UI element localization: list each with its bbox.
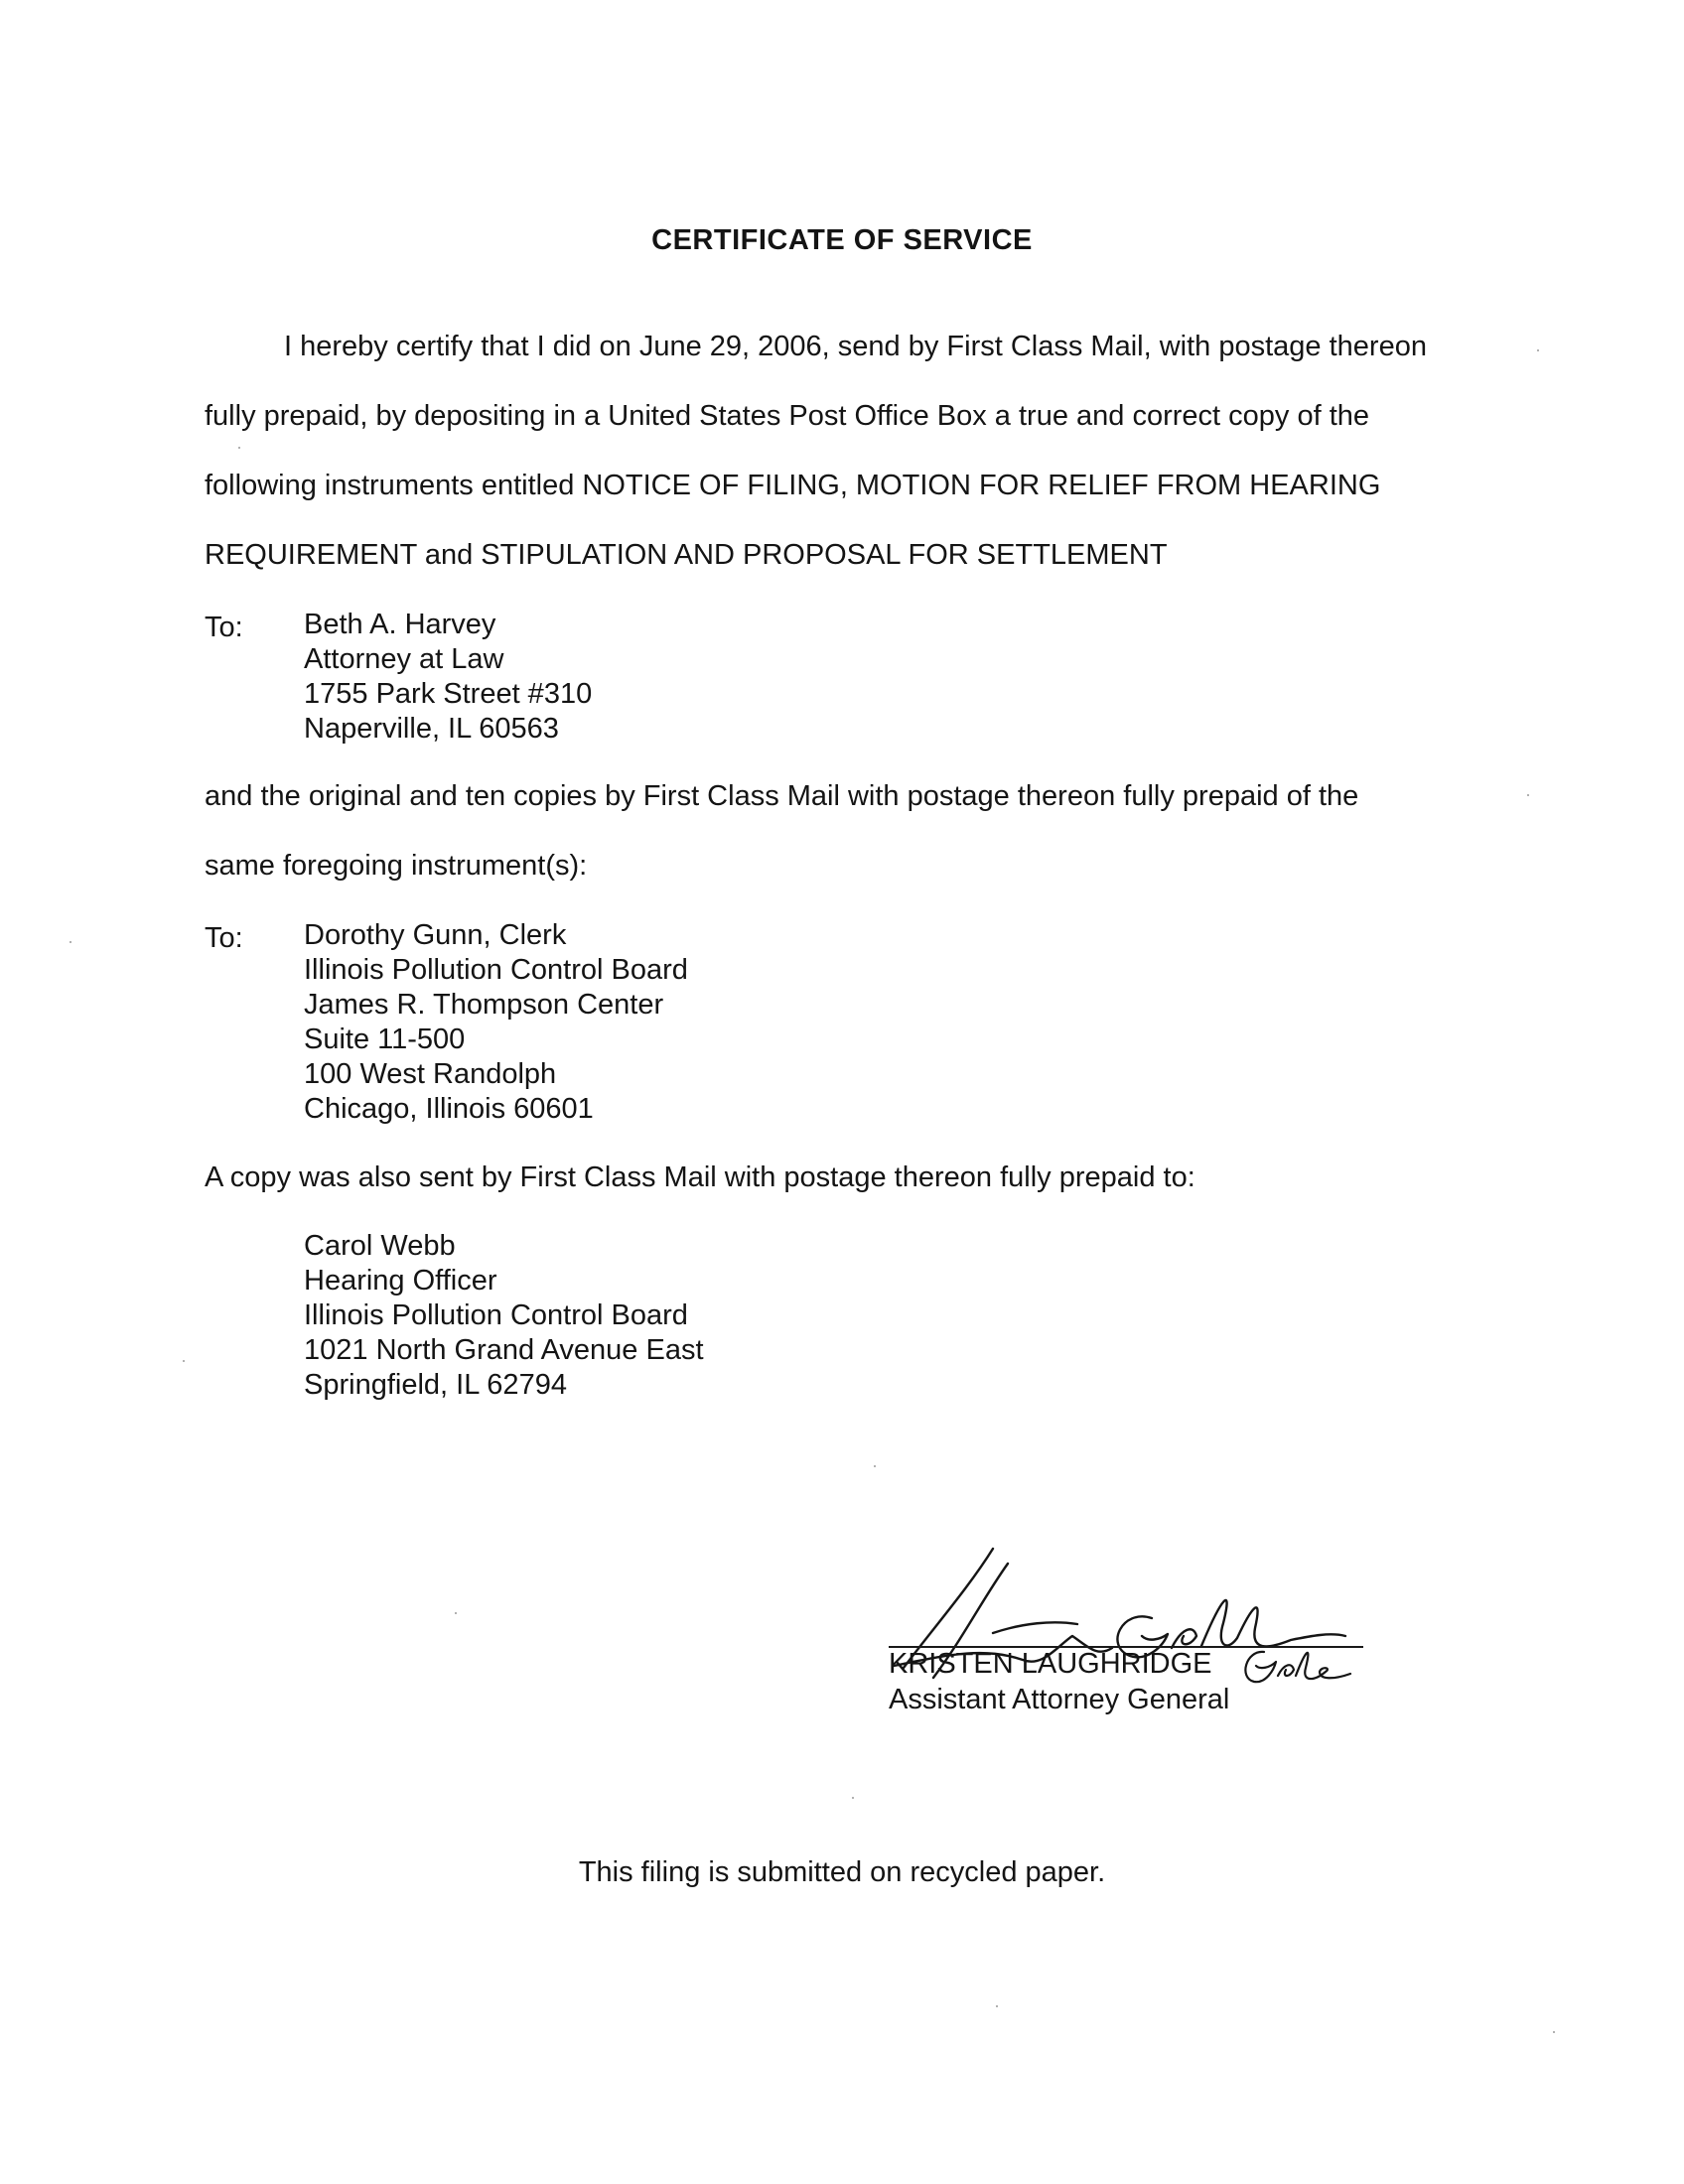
scan-speck xyxy=(852,1797,854,1799)
scan-speck xyxy=(1537,349,1539,351)
recipient3-line: 1021 North Grand Avenue East xyxy=(304,1334,704,1366)
scan-speck xyxy=(1527,794,1529,796)
recipient3-address xyxy=(304,1229,704,1403)
recipient1-address xyxy=(304,608,592,747)
recipient2-to-label: To: xyxy=(205,922,243,954)
signatory-title: Assistant Attorney General xyxy=(889,1684,1230,1715)
scan-speck xyxy=(70,941,71,943)
recipient1-line: Attorney at Law xyxy=(304,643,504,675)
signatory-name: KRISTEN LAUGHRIDGE xyxy=(889,1648,1212,1680)
footer-note: This filing is submitted on recycled paper. xyxy=(578,1856,1106,1888)
scan-speck xyxy=(455,1612,457,1614)
recipient3-line: Springfield, IL 62794 xyxy=(304,1369,567,1401)
recipient1-to-label: To: xyxy=(205,612,243,643)
recipient1-line: 1755 Park Street #310 xyxy=(304,678,593,710)
recipient1-line: Naperville, IL 60563 xyxy=(304,713,559,745)
paragraph1-line1: I hereby certify that I did on June 29, 2006, send by First Class Mail, with postage thereon xyxy=(284,331,1427,362)
paragraph1-line3: following instruments entitled NOTICE OF FILING, MOTION FOR RELIEF FROM HEARING xyxy=(205,470,1381,501)
recipient2-line: 100 West Randolph xyxy=(304,1058,557,1090)
scan-speck xyxy=(874,1465,876,1467)
handwritten-initials xyxy=(1236,1638,1355,1698)
paragraph3: A copy was also sent by First Class Mail with postage thereon fully prepaid to: xyxy=(205,1161,1195,1193)
paragraph1-line4: REQUIREMENT and STIPULATION AND PROPOSAL FOR SETTLEMENT xyxy=(205,539,1168,571)
paragraph1-line2: fully prepaid, by depositing in a United States Post Office Box a true and correct copy of the xyxy=(205,400,1370,432)
scan-speck xyxy=(1553,2031,1555,2033)
recipient3-line: Hearing Officer xyxy=(304,1265,497,1297)
recipient2-line: James R. Thompson Center xyxy=(304,989,664,1021)
scan-speck xyxy=(238,447,240,449)
scan-speck xyxy=(996,2005,998,2007)
recipient3-line: Carol Webb xyxy=(304,1230,456,1262)
recipient2-line: Chicago, Illinois 60601 xyxy=(304,1093,594,1125)
paragraph2-line2: same foregoing instrument(s): xyxy=(205,850,588,882)
recipient3-line: Illinois Pollution Control Board xyxy=(304,1299,688,1331)
paragraph2-line1: and the original and ten copies by First Class Mail with postage thereon fully prepaid of the xyxy=(205,780,1359,812)
scan-speck xyxy=(183,1360,185,1362)
recipient2-line: Illinois Pollution Control Board xyxy=(304,954,688,986)
document-title: CERTIFICATE OF SERVICE xyxy=(651,224,1033,256)
recipient2-line: Dorothy Gunn, Clerk xyxy=(304,919,567,951)
recipient2-address xyxy=(304,918,688,1127)
recipient1-line: Beth A. Harvey xyxy=(304,609,496,640)
recipient2-line: Suite 11-500 xyxy=(304,1024,466,1055)
